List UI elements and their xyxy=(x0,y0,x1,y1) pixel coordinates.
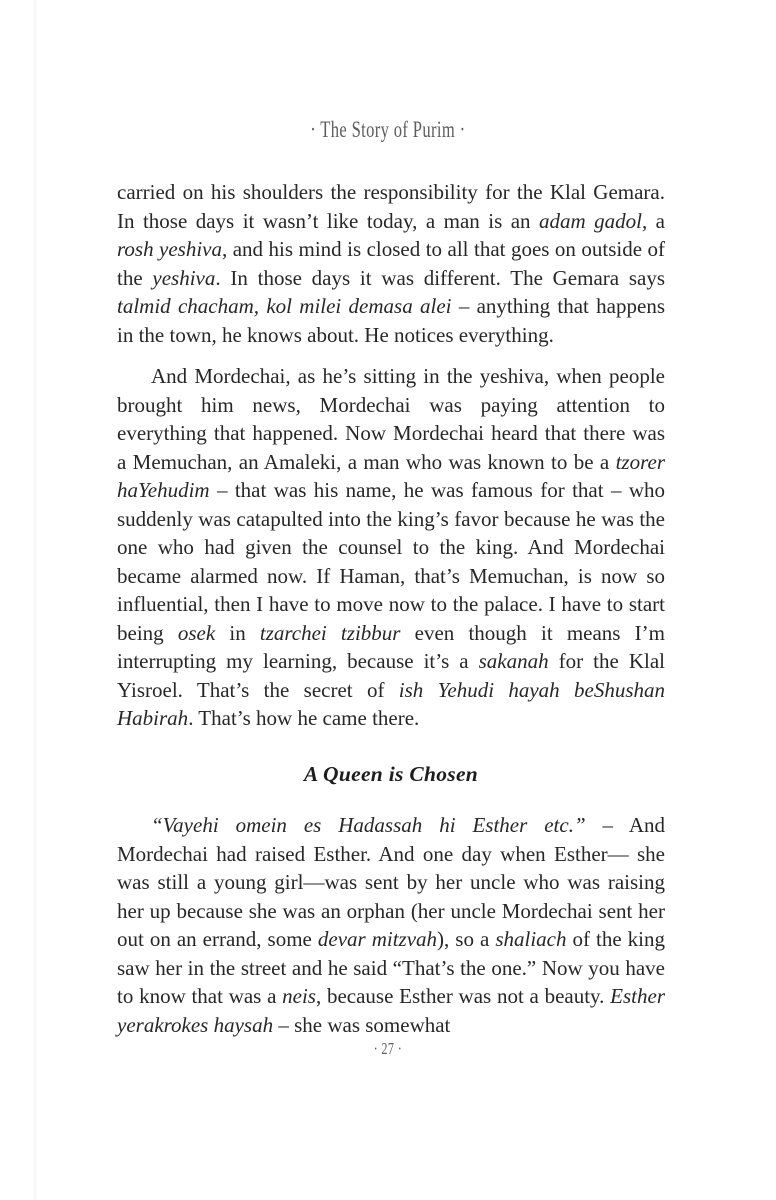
text-run: for the Klal Yisroel. That’s the secret of xyxy=(117,649,665,702)
text-run: even though it means I’m interrupting my learning, because it’s a xyxy=(117,620,665,673)
text-run: . That’s how he came there. xyxy=(188,706,420,730)
text-run: – And Mordechai had raised Esther. And one day when Esther— she was still a young girl—was sent by her uncle who was raising her up because she was an orphan (her uncle Mordechai sent her out on an errand, some xyxy=(117,813,665,951)
text-run: in xyxy=(215,620,260,645)
text-run: – that was his name, he was famous for that – who suddenly was catapulted into the king’s favor because he was the one who had given the counsel to the king. And Mordechai became alarmed now. If Haman, that’s Memuchan, is now so influential, then I have to move now to the palace. I have to start being xyxy=(117,478,665,645)
italic-text-run: osek xyxy=(177,620,216,645)
text-run: And Mordechai, as he’s sitting in the yeshiva, when people brought him news, Mordechai was paying attention to everything that happened. Now Mordechai heard that there was a Memuchan, an Amaleki, a man who was known to be a xyxy=(117,364,665,474)
italic-text-run: shaliach xyxy=(495,927,567,951)
italic-text-run: “Vayehi omein es Hadassah hi Esther etc.” xyxy=(151,813,586,837)
italic-text-run: rosh yeshiva xyxy=(117,237,223,261)
text-run: – anything that happens in the town, he knows about. He notices everything. xyxy=(117,294,665,347)
text-run: , a xyxy=(641,208,665,233)
running-head xyxy=(0,118,776,142)
paragraph xyxy=(117,811,665,1039)
text-run: . In those days it was different. The Gemara says xyxy=(215,265,665,290)
text-run: carried on his shoulders the responsibility for the Klal Gemara. In those days it wasn’t like today, a man is an xyxy=(117,180,665,233)
text-run: ), so a xyxy=(437,927,496,951)
italic-text-run: tzorer haYehudim xyxy=(117,449,665,502)
italic-text-run: tzarchei tzibbur xyxy=(259,620,401,645)
page-number-label: · 27 · xyxy=(373,1039,403,1058)
page-body xyxy=(117,178,665,1052)
italic-text-run: talmid chacham, kol milei demasa alei xyxy=(117,294,452,318)
italic-text-run: yeshiva xyxy=(152,265,216,290)
section-heading: A Queen is Chosen xyxy=(303,761,479,786)
paragraph xyxy=(117,362,665,733)
text-run: of the king saw her in the street and he said “That’s the one.” Now you have to know that was a xyxy=(117,927,665,1008)
italic-text-run: ish Yehudi hayah beShushan Habirah xyxy=(117,677,665,730)
text-run: – she was somewhat xyxy=(273,1012,451,1037)
italic-text-run: sakanah xyxy=(478,649,549,673)
page-edge-shading xyxy=(33,0,37,1200)
italic-text-run: Esther yerakrokes haysah xyxy=(117,984,665,1037)
running-head-title: · The Story of Purim · xyxy=(310,117,466,142)
text-run: , and his mind is closed to all that goes on outside of the xyxy=(117,237,665,290)
italic-text-run: devar mitzvah xyxy=(317,927,438,951)
italic-text-run: neis xyxy=(282,984,316,1008)
text-run: , because Esther was not a beauty. xyxy=(315,984,611,1008)
paragraph xyxy=(117,178,665,349)
italic-text-run: adam gadol xyxy=(539,208,642,233)
page-footer xyxy=(0,1040,776,1058)
